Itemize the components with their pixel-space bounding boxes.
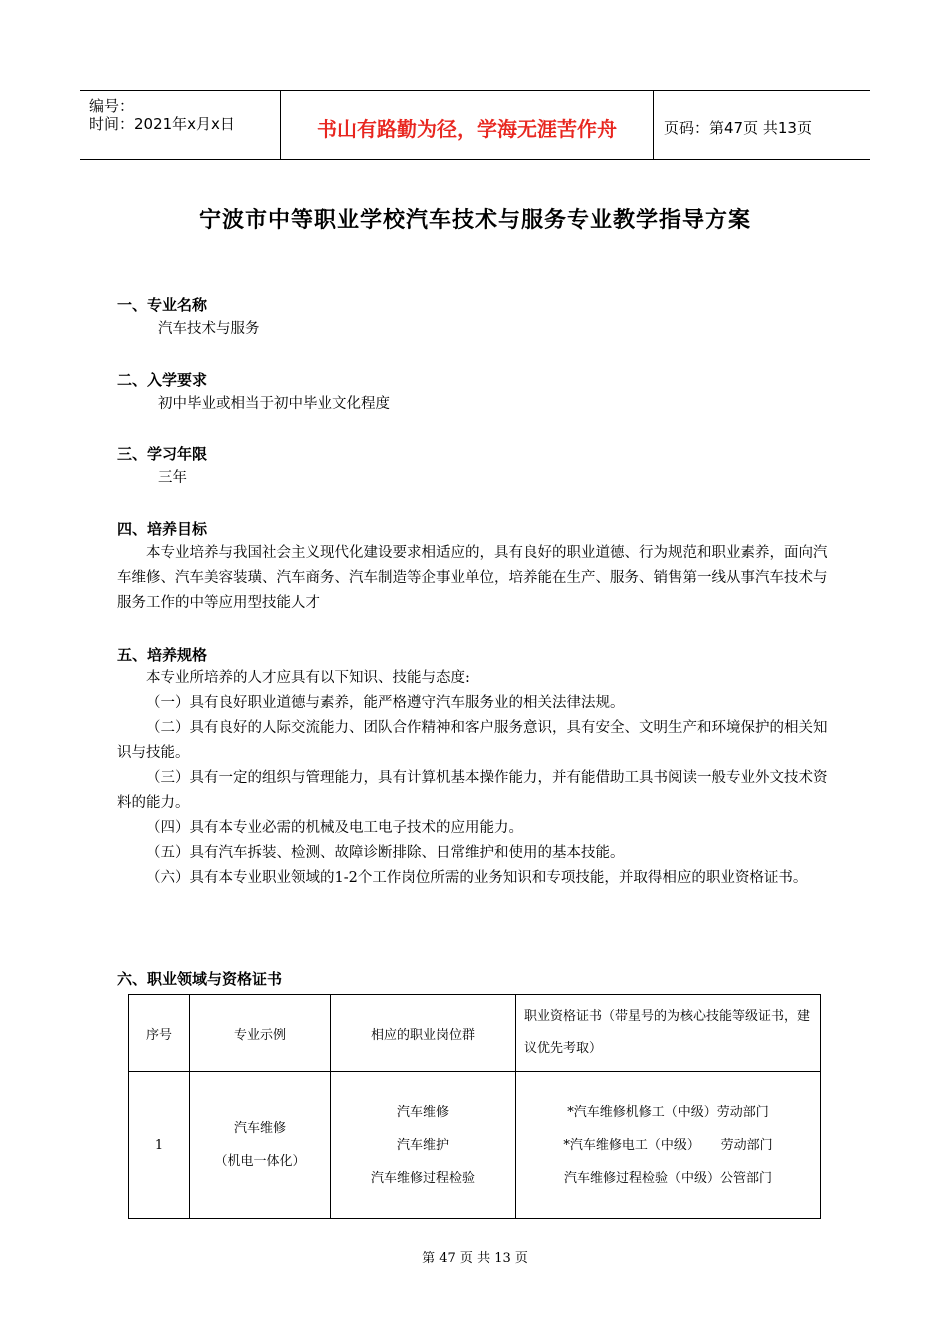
example-line: （机电一体化） [214,1154,306,1169]
specification-item: （三）具有一定的组织与管理能力，具有计算机基本操作能力，并有能借助工具书阅读一般专业外文技术资料的能力。 [117,770,828,811]
page-header [80,90,870,160]
section-heading-admission: 二、入学要求 [117,371,208,389]
section-content-objective: 本专业培养与我国社会主义现代化建设要求相适应的，具有良好的职业道德、行为规范和职业素养，面向汽车维修、汽车美容装璜、汽车商务、汽车制造等企事业单位，培养能在生产、服务、销售第一线从事汽车技术与服务工作的中等应用型技能人才 [117,545,828,611]
cert-line: 汽车维修过程检验（中级）公管部门 [563,1170,772,1186]
table-header-cell: 职业资格证书（带星号的为核心技能等级证书，建议优先考取） [516,995,821,1072]
section-heading-major-name: 一、专业名称 [117,296,208,314]
section-content-admission: 初中毕业或相当于初中毕业文化程度 [158,396,390,412]
section-heading-objective: 四、培养目标 [117,520,208,538]
header-meta-cell [80,91,281,159]
table-row [129,1072,821,1219]
motto-text: 书山有路勤为径，学海无涯苦作舟 [317,117,617,141]
section-heading-certificates: 六、职业领域与资格证书 [117,970,283,988]
section-content-major-name: 汽车技术与服务 [158,321,260,337]
table-cell-jobs [331,1072,516,1219]
job-line: 汽车维修过程检验 [370,1170,475,1186]
table-cell-certs [516,1072,821,1219]
cert-line: *汽车维修电工（中级） 劳动部门 [563,1137,773,1153]
specification-item: （一）具有良好职业道德与素养，能严格遵守汽车服务业的相关法律法规。 [146,695,625,711]
header-page-cell [654,91,870,159]
job-line: 汽车维修 [396,1104,449,1120]
document-time: 时间：2021年x月x日 [89,115,235,133]
certificate-table [128,994,821,1219]
specification-item: （五）具有汽车拆装、检测、故障诊断排除、日常维护和使用的基本技能。 [146,845,625,861]
header-motto-cell [281,91,654,159]
section-heading-specification: 五、培养规格 [117,646,208,664]
specification-item: （二）具有良好的人际交流能力、团队合作精神和客户服务意识，具有安全、文明生产和环境保护的相关知识与技能。 [117,720,828,761]
table-header-row [129,995,821,1072]
document-title: 宁波市中等职业学校汽车技术与服务专业教学指导方案 [198,207,751,233]
specification-intro: 本专业所培养的人才应具有以下知识、技能与态度: [146,670,470,686]
table-cell-example [190,1072,331,1219]
specification-item: （六）具有本专业职业领域的1-2个工作岗位所需的业务知识和专项技能，并取得相应的职业资格证书。 [146,870,808,886]
table-header-cell: 专业示例 [190,995,331,1072]
section-heading-duration: 三、学习年限 [117,445,208,463]
page-info: 页码：第47页 共13页 [664,119,812,137]
job-line: 汽车维护 [396,1137,449,1153]
example-line: 汽车维修 [233,1121,286,1136]
table-header-cell: 相应的职业岗位群 [331,995,516,1072]
table-header-cell: 序号 [129,995,190,1072]
cert-line: *汽车维修机修工（中级）劳动部门 [567,1104,769,1120]
section-content-duration: 三年 [158,470,187,486]
table-cell-no: 1 [129,1072,190,1219]
specification-item: （四）具有本专业必需的机械及电工电子技术的应用能力。 [146,820,523,836]
document-number-label: 编号： [89,97,135,115]
page-footer: 第 47 页 共 13 页 [422,1251,528,1266]
